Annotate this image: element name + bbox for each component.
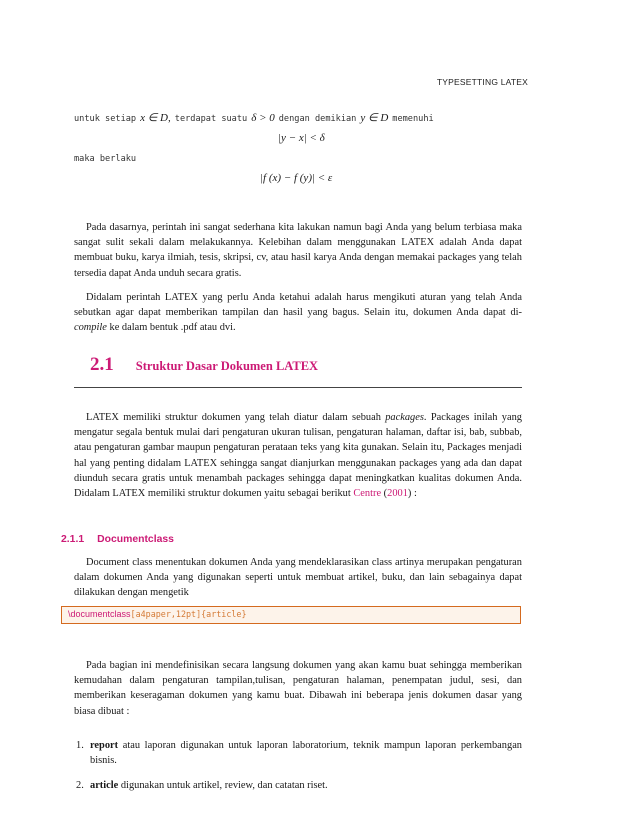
- document-type-list: [74, 738, 522, 804]
- list-item: [74, 778, 522, 793]
- math-text: memenuhi: [392, 114, 434, 124]
- latex-logo: LATEX: [164, 292, 198, 303]
- math-statement-line: [74, 108, 522, 126]
- paragraph-3: LATEX memiliki struktur dokumen yang telah diatur dalam sebuah packages. Packages inilah yang mengatur segala bentuk mulai dari pengaturan ukuran tulisan, pengaturan halaman, daftar isi, bab, subbab, atau pengaturan gambar maupun pengaturan perataan teks yang kita gunakan. Selain itu, Packages menjadi hal yang penting didalam LATEX sehingga sangat dianjurkan menggunakan packages yang ada dan dapat diunduh secara gratis untuk menambah packages sehingga dapat meningkatkan kualitas dokumen Anda. Didalam LATEX memiliki struktur dokumen yaitu sebagai berikut Centre (2001) :: [74, 412, 523, 500]
- code-command: \documentclass: [68, 609, 131, 619]
- text-run: memiliki struktur dokumen yaitu sebagai berikut: [145, 488, 354, 500]
- math-y-in-d: y ∈ D: [360, 112, 389, 124]
- section-number: 2.1: [90, 354, 114, 375]
- text-run: ke dalam bentuk .pdf atau dvi.: [106, 322, 236, 334]
- list-item: [74, 738, 522, 768]
- latex-logo: LATEX: [184, 457, 218, 469]
- section-title: [136, 359, 318, 373]
- code-options: [a4paper,12pt]{article}: [130, 609, 247, 619]
- list-text: atau laporan digunakan untuk laporan laboratorium, teknik mampun laporan perkembangan bisnis.: [90, 740, 522, 767]
- latex-logo: LATEX: [401, 237, 435, 249]
- math-text: untuk setiap: [74, 114, 137, 124]
- section-rule: [74, 387, 522, 388]
- subsection-number: 2.1.1: [61, 534, 85, 545]
- section-heading: [90, 354, 522, 376]
- text-run: . Packages inilah yang mengatur segala bentuk mulai dari pengaturan ukuran tulisan, pengaturan halaman, daftar isi, bab, subbab, atau pengaturan gambar maupun pengaturan perataan teks yang kita gunakan. Selain itu, Packages menjadi hal yang penting didalam: [74, 412, 522, 469]
- math-x-in-d: x ∈ D,: [140, 112, 171, 124]
- equation-1: |y − x| < δ: [278, 132, 325, 144]
- code-listing: [61, 606, 521, 624]
- list-term: report: [90, 740, 119, 751]
- latex-logo: LATEX: [112, 488, 146, 500]
- list-number: 2.: [76, 780, 84, 792]
- math-text: terdapat suatu: [174, 114, 248, 124]
- paragraph-2: [74, 290, 522, 336]
- emphasis: compile: [74, 322, 107, 334]
- running-header: TYPESETTING LATEX: [436, 77, 528, 87]
- text-run: Pada dasarnya, perintah ini sangat sederhana kita lakukan namun bagi Anda yang belum terbiasa maka sangat sulit sekali dalam melakukannya. Kelebihan dalam menggunakan: [74, 222, 522, 249]
- text-run: Didalam perintah: [86, 292, 165, 303]
- text-run: ) :: [407, 488, 417, 500]
- latex-logo: LATEX: [86, 412, 119, 423]
- text-run: memiliki struktur dokumen yang telah diatur dalam sebuah: [118, 412, 386, 423]
- list-term: article: [90, 780, 119, 792]
- text-run: adalah Anda dapat membuat buku, karya ilmiah, tesis, skripsi, cv, atau hasil karya Anda dengan memakai packages yang telah tersedia dapat Anda unduh secara gratis.: [74, 237, 522, 279]
- math-text-maka: maka berlaku: [74, 154, 137, 164]
- paragraph-1: [74, 220, 522, 281]
- subsection-heading: [61, 534, 174, 545]
- latex-logo: LATEX: [275, 359, 319, 373]
- citation-year-link[interactable]: 2001: [387, 488, 408, 500]
- list-number: 1.: [76, 740, 84, 751]
- paragraph-5: Pada bagian ini mendefinisikan secara langsung dokumen yang akan kamu buat sehingga memberikan kemudahan dalam pengaturan tampilan,tulisan, pengaturan halaman, penempatan judul, sesi, dan memberikan keseragaman dokumen yang kamu buat. Dibawah ini beberapa jenis dokumen dasar yang biasa dibuat :: [74, 660, 522, 717]
- equation-2: |f (x) − f (y)| < ε: [260, 172, 333, 184]
- text-run: sehingga sangat dianjurkan menggunakan packages yang ada dan dapat diunduh secara gratis untuk menambah packages sehingga dapat meningkatkan kualitas dokumen Anda. Didalam: [74, 457, 523, 500]
- math-text: dengan demikian: [278, 114, 357, 124]
- section-title-text: Struktur Dasar Dokumen: [135, 359, 276, 373]
- citation-link[interactable]: Centre: [353, 488, 382, 500]
- list-text: digunakan untuk artikel, review, dan catatan riset.: [118, 780, 328, 792]
- paragraph-4: Document class menentukan dokumen Anda yang mendeklarasikan class artinya merupakan pengaturan dalam dokumen Anda yang digunakan seperti untuk membuat artikel, buku, dan lain sebagainya dapat dilakukan dengan mengetik: [74, 557, 522, 599]
- emphasis: packages: [385, 412, 424, 423]
- text-run: yang perlu Anda ketahui adalah harus mengikuti aturan yang telah Anda sebutkan agar dapat memberikan tampilan dan hasil yang bagus. Selain itu, dokumen Anda dapat di-: [74, 292, 522, 319]
- math-delta: δ > 0: [251, 112, 275, 124]
- subsection-title: Documentclass: [97, 534, 174, 545]
